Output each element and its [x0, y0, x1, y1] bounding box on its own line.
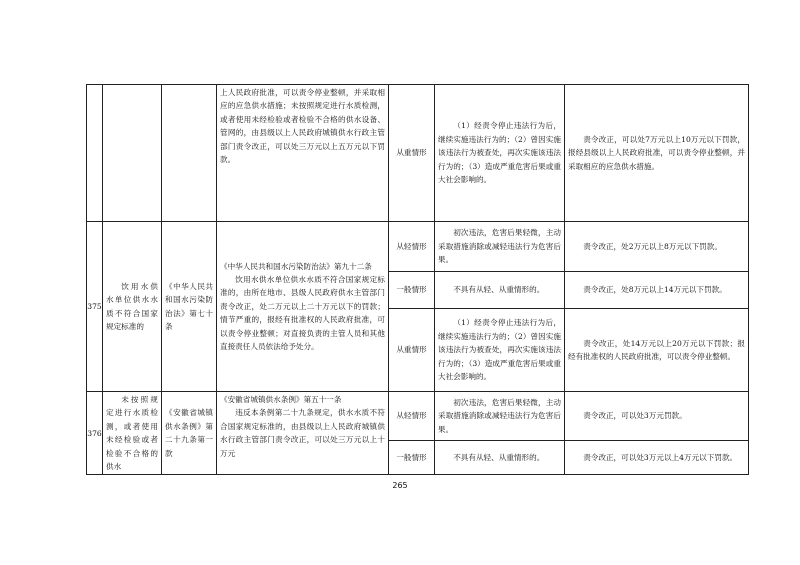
penalty-standard-cell: 责令改正，处2万元以上8万元以下罚款。	[565, 222, 749, 272]
violation-behavior-cell	[103, 85, 162, 222]
condition-cell: （1）经责令停止违法行为后，继续实施违法行为的；（2）曾因实施该违法行为被查处，再次实施该违法行为的；（3）造成严重危害后果或重大社会影响的。	[435, 85, 565, 222]
circumstance-cell: 从重情形	[389, 309, 435, 392]
legal-basis-text-cell	[217, 392, 389, 475]
circumstance-cell: 从重情形	[389, 85, 435, 222]
violation-behavior-cell: 未按照规定进行水质检测，或者使用未经检验或者检验不合格的供水	[103, 392, 162, 475]
condition-cell: 初次违法，危害后果轻微，主动采取措施消除或减轻违法行为危害后果。	[435, 392, 565, 441]
legal-basis-name-cell	[162, 85, 217, 222]
item-number-cell	[87, 85, 103, 222]
table-row-375-light	[87, 222, 749, 272]
legal-basis-title: 《安徽省城镇供水条例》第五十一条	[220, 395, 342, 404]
circumstance-cell: 从轻情形	[389, 222, 435, 272]
legal-basis-body: 饮用水供水单位供水水质不符合国家规定标准的，由所在地市、县级人民政府供水主管部门责令改正，处二万元以上二十万元以下的罚款；情节严重的，报经有批准权的人民政府批准，可以责令停业整顿；对直接负责的主管人员和其他直接责任人员依法给予处分。	[220, 274, 385, 352]
penalty-standard-cell: 责令改正，可以处3万元以上4万元以下罚款。	[565, 441, 749, 475]
penalty-standard-cell: 责令改正，可以处3万元罚款。	[565, 392, 749, 441]
condition-cell: （1）经责令停止违法行为后，继续实施违法行为的；（2）曾因实施该违法行为被查处，再次实施该违法行为的；（3）造成严重危害后果或重大社会影响的。	[435, 309, 565, 392]
legal-basis-text-cell	[217, 222, 389, 392]
legal-basis-name-cell: 《安徽省城镇供水条例》第二十九条第一款	[162, 392, 217, 475]
legal-basis-title: 《中华人民共和国水污染防治法》第九十二条	[220, 261, 372, 271]
circumstance-cell: 一般情形	[389, 441, 435, 475]
condition-cell: 不具有从轻、从重情形的。	[435, 272, 565, 309]
item-number-cell: 376	[87, 392, 103, 475]
table-row-376-light	[87, 392, 749, 441]
circumstance-cell: 一般情形	[389, 272, 435, 309]
table-row-374	[87, 85, 749, 222]
penalty-standard-cell: 责令改正，处14万元以上20万元以下罚款；报经有批准权的人民政府批准，可以责令停业整顿。	[565, 309, 749, 392]
legal-basis-name-cell: 《中华人民共和国水污染防治法》第七十条	[162, 222, 217, 392]
condition-cell: 初次违法，危害后果轻微，主动采取措施消除或减轻违法行为危害后果。	[435, 222, 565, 272]
violation-behavior-cell: 饮用水供水单位供水水质不符合国家规定标准的	[103, 222, 162, 392]
penalty-standard-cell: 责令改正，处8万元以上14万元以下罚款。	[565, 272, 749, 309]
item-number-cell: 375	[87, 222, 103, 392]
legal-basis-body: 违反本条例第二十九条规定，供水水质不符合国家规定标准的，由县级以上人民政府城镇供水行政主管部门责令改正，可以处三万元以上十万元	[220, 408, 385, 458]
penalty-standard-cell: 责令改正，可以处7万元以上10万元以下罚款，报经县级以上人民政府批准，可以责令停业整顿，并采取相应的应急供水措施。	[565, 85, 749, 222]
legal-basis-text-cell: 上人民政府批准，可以责令停业整顿，并采取相应的应急供水措施；未按照规定进行水质检测，或者使用未经检验或者检验不合格的供水设备、管网的，由县级以上人民政府城镇供水行政主管部门责令改正，可以处三万元以上五万元以下罚款。	[217, 85, 389, 222]
condition-cell: 不具有从轻、从重情形的。	[435, 441, 565, 475]
circumstance-cell: 从轻情形	[389, 392, 435, 441]
page-number: 265	[392, 481, 408, 490]
penalty-discretion-table	[86, 84, 749, 475]
